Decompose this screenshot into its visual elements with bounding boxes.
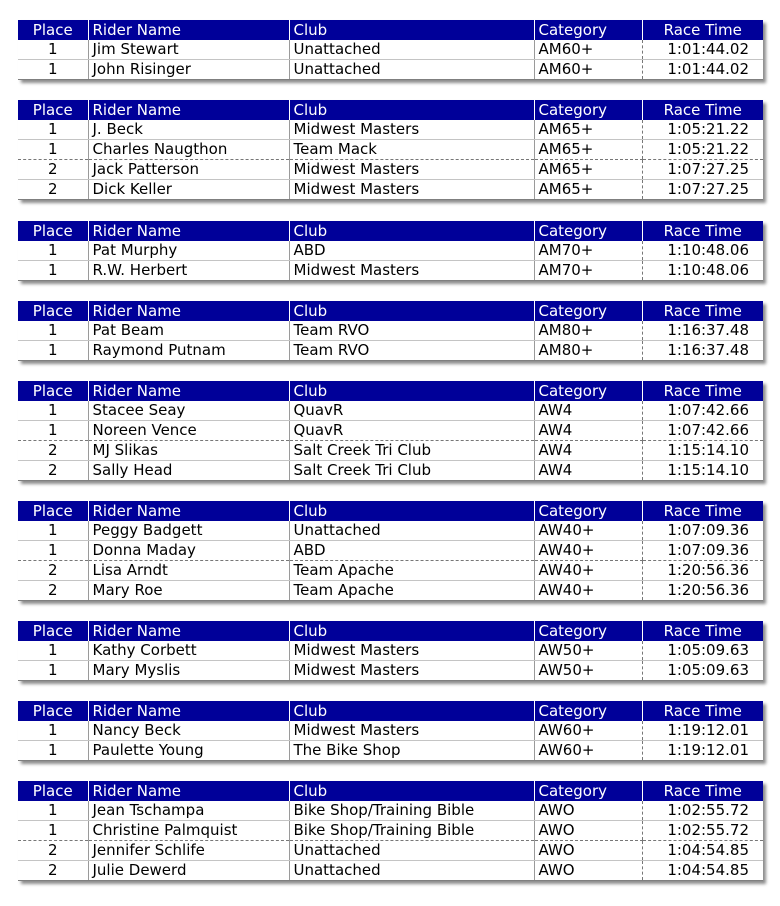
cell-time: 1:10:48.06 xyxy=(642,241,763,261)
cell-category: AW40+ xyxy=(534,541,642,561)
cell-place: 2 xyxy=(18,861,88,881)
header-row xyxy=(18,221,763,241)
cell-time: 1:16:37.48 xyxy=(642,341,763,361)
cell-place: 2 xyxy=(18,180,88,200)
cell-category: AW40+ xyxy=(534,581,642,601)
table-row xyxy=(18,180,763,200)
cell-club: Midwest Masters xyxy=(289,160,534,180)
cell-place: 1 xyxy=(18,60,88,80)
cell-category: AW40+ xyxy=(534,561,642,581)
cell-rider: Donna Maday xyxy=(88,541,289,561)
cell-club: Salt Creek Tri Club xyxy=(289,441,534,461)
cell-category: AWO xyxy=(534,861,642,881)
cell-time: 1:02:55.72 xyxy=(642,801,763,821)
table-row xyxy=(18,561,763,581)
column-header-club: Club xyxy=(289,301,534,321)
column-header-place: Place xyxy=(18,301,88,321)
column-header-time: Race Time xyxy=(642,781,763,801)
cell-club: QuavR xyxy=(289,401,534,421)
column-header-rider: Rider Name xyxy=(88,20,289,40)
column-header-club: Club xyxy=(289,100,534,120)
cell-club: Midwest Masters xyxy=(289,661,534,681)
results-table xyxy=(18,381,763,481)
cell-category: AW50+ xyxy=(534,641,642,661)
column-header-time: Race Time xyxy=(642,301,763,321)
cell-place: 1 xyxy=(18,521,88,541)
cell-club: Midwest Masters xyxy=(289,180,534,200)
table-row xyxy=(18,321,763,341)
cell-rider: Lisa Arndt xyxy=(88,561,289,581)
cell-club: Team Apache xyxy=(289,581,534,601)
cell-place: 2 xyxy=(18,441,88,461)
column-header-time: Race Time xyxy=(642,20,763,40)
table-row xyxy=(18,861,763,881)
cell-place: 2 xyxy=(18,561,88,581)
cell-time: 1:07:27.25 xyxy=(642,180,763,200)
header-row xyxy=(18,100,763,120)
cell-time: 1:10:48.06 xyxy=(642,261,763,281)
cell-rider: Jim Stewart xyxy=(88,40,289,60)
cell-category: AM65+ xyxy=(534,160,642,180)
column-header-category: Category xyxy=(534,501,642,521)
cell-club: Midwest Masters xyxy=(289,120,534,140)
cell-time: 1:05:09.63 xyxy=(642,641,763,661)
cell-place: 2 xyxy=(18,841,88,861)
cell-club: Midwest Masters xyxy=(289,641,534,661)
cell-place: 2 xyxy=(18,160,88,180)
cell-rider: Charles Naugthon xyxy=(88,140,289,160)
cell-rider: Kathy Corbett xyxy=(88,641,289,661)
cell-rider: Mary Myslis xyxy=(88,661,289,681)
table-row xyxy=(18,341,763,361)
column-header-place: Place xyxy=(18,701,88,721)
header-row xyxy=(18,20,763,40)
cell-rider: Mary Roe xyxy=(88,581,289,601)
table-row xyxy=(18,461,763,481)
cell-category: AM80+ xyxy=(534,321,642,341)
cell-category: AW4 xyxy=(534,421,642,441)
cell-category: AM60+ xyxy=(534,60,642,80)
column-header-time: Race Time xyxy=(642,381,763,401)
cell-time: 1:02:55.72 xyxy=(642,821,763,841)
cell-place: 2 xyxy=(18,461,88,481)
cell-category: AM80+ xyxy=(534,341,642,361)
cell-place: 1 xyxy=(18,120,88,140)
table-row xyxy=(18,241,763,261)
table-row xyxy=(18,741,763,761)
column-header-category: Category xyxy=(534,701,642,721)
table-row xyxy=(18,441,763,461)
cell-time: 1:19:12.01 xyxy=(642,721,763,741)
cell-club: ABD xyxy=(289,541,534,561)
cell-club: Team Apache xyxy=(289,561,534,581)
cell-time: 1:20:56.36 xyxy=(642,581,763,601)
column-header-time: Race Time xyxy=(642,100,763,120)
cell-rider: Jack Patterson xyxy=(88,160,289,180)
cell-time: 1:15:14.10 xyxy=(642,441,763,461)
cell-rider: Jennifer Schlife xyxy=(88,841,289,861)
table-row xyxy=(18,261,763,281)
column-header-category: Category xyxy=(534,20,642,40)
cell-time: 1:05:21.22 xyxy=(642,120,763,140)
cell-category: AM70+ xyxy=(534,261,642,281)
cell-rider: J. Beck xyxy=(88,120,289,140)
table-row xyxy=(18,841,763,861)
cell-rider: Sally Head xyxy=(88,461,289,481)
column-header-place: Place xyxy=(18,381,88,401)
header-row xyxy=(18,701,763,721)
cell-club: Midwest Masters xyxy=(289,721,534,741)
cell-place: 1 xyxy=(18,421,88,441)
header-row xyxy=(18,621,763,641)
results-table xyxy=(18,301,763,361)
cell-club: Unattached xyxy=(289,521,534,541)
column-header-rider: Rider Name xyxy=(88,381,289,401)
results-table xyxy=(18,701,763,761)
cell-club: ABD xyxy=(289,241,534,261)
cell-rider: Dick Keller xyxy=(88,180,289,200)
results-table xyxy=(18,501,763,601)
cell-category: AWO xyxy=(534,841,642,861)
cell-place: 1 xyxy=(18,140,88,160)
cell-place: 1 xyxy=(18,641,88,661)
cell-place: 1 xyxy=(18,341,88,361)
table-row xyxy=(18,120,763,140)
cell-rider: Pat Murphy xyxy=(88,241,289,261)
column-header-club: Club xyxy=(289,20,534,40)
column-header-time: Race Time xyxy=(642,621,763,641)
results-table xyxy=(18,621,763,681)
column-header-category: Category xyxy=(534,221,642,241)
cell-club: Unattached xyxy=(289,861,534,881)
cell-place: 1 xyxy=(18,321,88,341)
cell-place: 2 xyxy=(18,581,88,601)
cell-rider: Nancy Beck xyxy=(88,721,289,741)
table-row xyxy=(18,421,763,441)
column-header-category: Category xyxy=(534,100,642,120)
table-row xyxy=(18,160,763,180)
table-row xyxy=(18,140,763,160)
column-header-rider: Rider Name xyxy=(88,701,289,721)
cell-category: AM70+ xyxy=(534,241,642,261)
cell-club: Bike Shop/Training Bible xyxy=(289,821,534,841)
cell-time: 1:07:42.66 xyxy=(642,421,763,441)
cell-club: Team RVO xyxy=(289,341,534,361)
cell-rider: Christine Palmquist xyxy=(88,821,289,841)
cell-category: AM65+ xyxy=(534,120,642,140)
cell-category: AW60+ xyxy=(534,721,642,741)
cell-club: Unattached xyxy=(289,40,534,60)
cell-time: 1:19:12.01 xyxy=(642,741,763,761)
cell-category: AW40+ xyxy=(534,521,642,541)
cell-time: 1:04:54.85 xyxy=(642,841,763,861)
cell-rider: R.W. Herbert xyxy=(88,261,289,281)
column-header-category: Category xyxy=(534,621,642,641)
cell-time: 1:07:27.25 xyxy=(642,160,763,180)
cell-time: 1:05:21.22 xyxy=(642,140,763,160)
cell-place: 1 xyxy=(18,801,88,821)
cell-category: AM60+ xyxy=(534,40,642,60)
cell-category: AW4 xyxy=(534,441,642,461)
column-header-time: Race Time xyxy=(642,221,763,241)
cell-club: QuavR xyxy=(289,421,534,441)
cell-place: 1 xyxy=(18,721,88,741)
cell-rider: John Risinger xyxy=(88,60,289,80)
column-header-category: Category xyxy=(534,381,642,401)
cell-category: AWO xyxy=(534,821,642,841)
header-row xyxy=(18,381,763,401)
column-header-club: Club xyxy=(289,781,534,801)
cell-time: 1:07:09.36 xyxy=(642,541,763,561)
cell-place: 1 xyxy=(18,821,88,841)
column-header-club: Club xyxy=(289,381,534,401)
column-header-club: Club xyxy=(289,501,534,521)
header-row xyxy=(18,301,763,321)
cell-time: 1:07:09.36 xyxy=(642,521,763,541)
table-row xyxy=(18,821,763,841)
cell-time: 1:05:09.63 xyxy=(642,661,763,681)
cell-category: AW4 xyxy=(534,461,642,481)
column-header-place: Place xyxy=(18,20,88,40)
cell-club: The Bike Shop xyxy=(289,741,534,761)
cell-time: 1:15:14.10 xyxy=(642,461,763,481)
column-header-category: Category xyxy=(534,301,642,321)
column-header-place: Place xyxy=(18,781,88,801)
header-row xyxy=(18,501,763,521)
column-header-place: Place xyxy=(18,100,88,120)
column-header-place: Place xyxy=(18,221,88,241)
column-header-club: Club xyxy=(289,621,534,641)
column-header-rider: Rider Name xyxy=(88,621,289,641)
column-header-category: Category xyxy=(534,781,642,801)
column-header-rider: Rider Name xyxy=(88,100,289,120)
cell-category: AW60+ xyxy=(534,741,642,761)
cell-place: 1 xyxy=(18,261,88,281)
cell-club: Bike Shop/Training Bible xyxy=(289,801,534,821)
cell-rider: MJ Slikas xyxy=(88,441,289,461)
table-row xyxy=(18,40,763,60)
cell-rider: Pat Beam xyxy=(88,321,289,341)
cell-rider: Paulette Young xyxy=(88,741,289,761)
cell-rider: Jean Tschampa xyxy=(88,801,289,821)
cell-category: AWO xyxy=(534,801,642,821)
results-table xyxy=(18,100,763,200)
cell-place: 1 xyxy=(18,40,88,60)
column-header-rider: Rider Name xyxy=(88,221,289,241)
cell-category: AW4 xyxy=(534,401,642,421)
cell-rider: Raymond Putnam xyxy=(88,341,289,361)
column-header-club: Club xyxy=(289,701,534,721)
cell-rider: Stacee Seay xyxy=(88,401,289,421)
cell-category: AW50+ xyxy=(534,661,642,681)
table-row xyxy=(18,60,763,80)
cell-time: 1:07:42.66 xyxy=(642,401,763,421)
cell-club: Salt Creek Tri Club xyxy=(289,461,534,481)
results-table xyxy=(18,20,763,80)
cell-place: 1 xyxy=(18,401,88,421)
cell-category: AM65+ xyxy=(534,180,642,200)
table-row xyxy=(18,401,763,421)
cell-rider: Peggy Badgett xyxy=(88,521,289,541)
table-row xyxy=(18,541,763,561)
results-table xyxy=(18,221,763,281)
cell-time: 1:01:44.02 xyxy=(642,40,763,60)
column-header-rider: Rider Name xyxy=(88,501,289,521)
column-header-time: Race Time xyxy=(642,701,763,721)
cell-rider: Julie Dewerd xyxy=(88,861,289,881)
cell-club: Unattached xyxy=(289,60,534,80)
cell-place: 1 xyxy=(18,661,88,681)
table-row xyxy=(18,801,763,821)
table-row xyxy=(18,581,763,601)
cell-place: 1 xyxy=(18,741,88,761)
table-row xyxy=(18,641,763,661)
table-row xyxy=(18,661,763,681)
column-header-time: Race Time xyxy=(642,501,763,521)
table-row xyxy=(18,521,763,541)
column-header-rider: Rider Name xyxy=(88,781,289,801)
cell-club: Midwest Masters xyxy=(289,261,534,281)
cell-time: 1:01:44.02 xyxy=(642,60,763,80)
cell-place: 1 xyxy=(18,541,88,561)
column-header-club: Club xyxy=(289,221,534,241)
results-table xyxy=(18,781,763,881)
column-header-place: Place xyxy=(18,621,88,641)
table-row xyxy=(18,721,763,741)
cell-rider: Noreen Vence xyxy=(88,421,289,441)
cell-club: Team Mack xyxy=(289,140,534,160)
cell-place: 1 xyxy=(18,241,88,261)
cell-time: 1:04:54.85 xyxy=(642,861,763,881)
column-header-place: Place xyxy=(18,501,88,521)
column-header-rider: Rider Name xyxy=(88,301,289,321)
header-row xyxy=(18,781,763,801)
cell-club: Team RVO xyxy=(289,321,534,341)
cell-category: AM65+ xyxy=(534,140,642,160)
cell-time: 1:16:37.48 xyxy=(642,321,763,341)
cell-club: Unattached xyxy=(289,841,534,861)
cell-time: 1:20:56.36 xyxy=(642,561,763,581)
